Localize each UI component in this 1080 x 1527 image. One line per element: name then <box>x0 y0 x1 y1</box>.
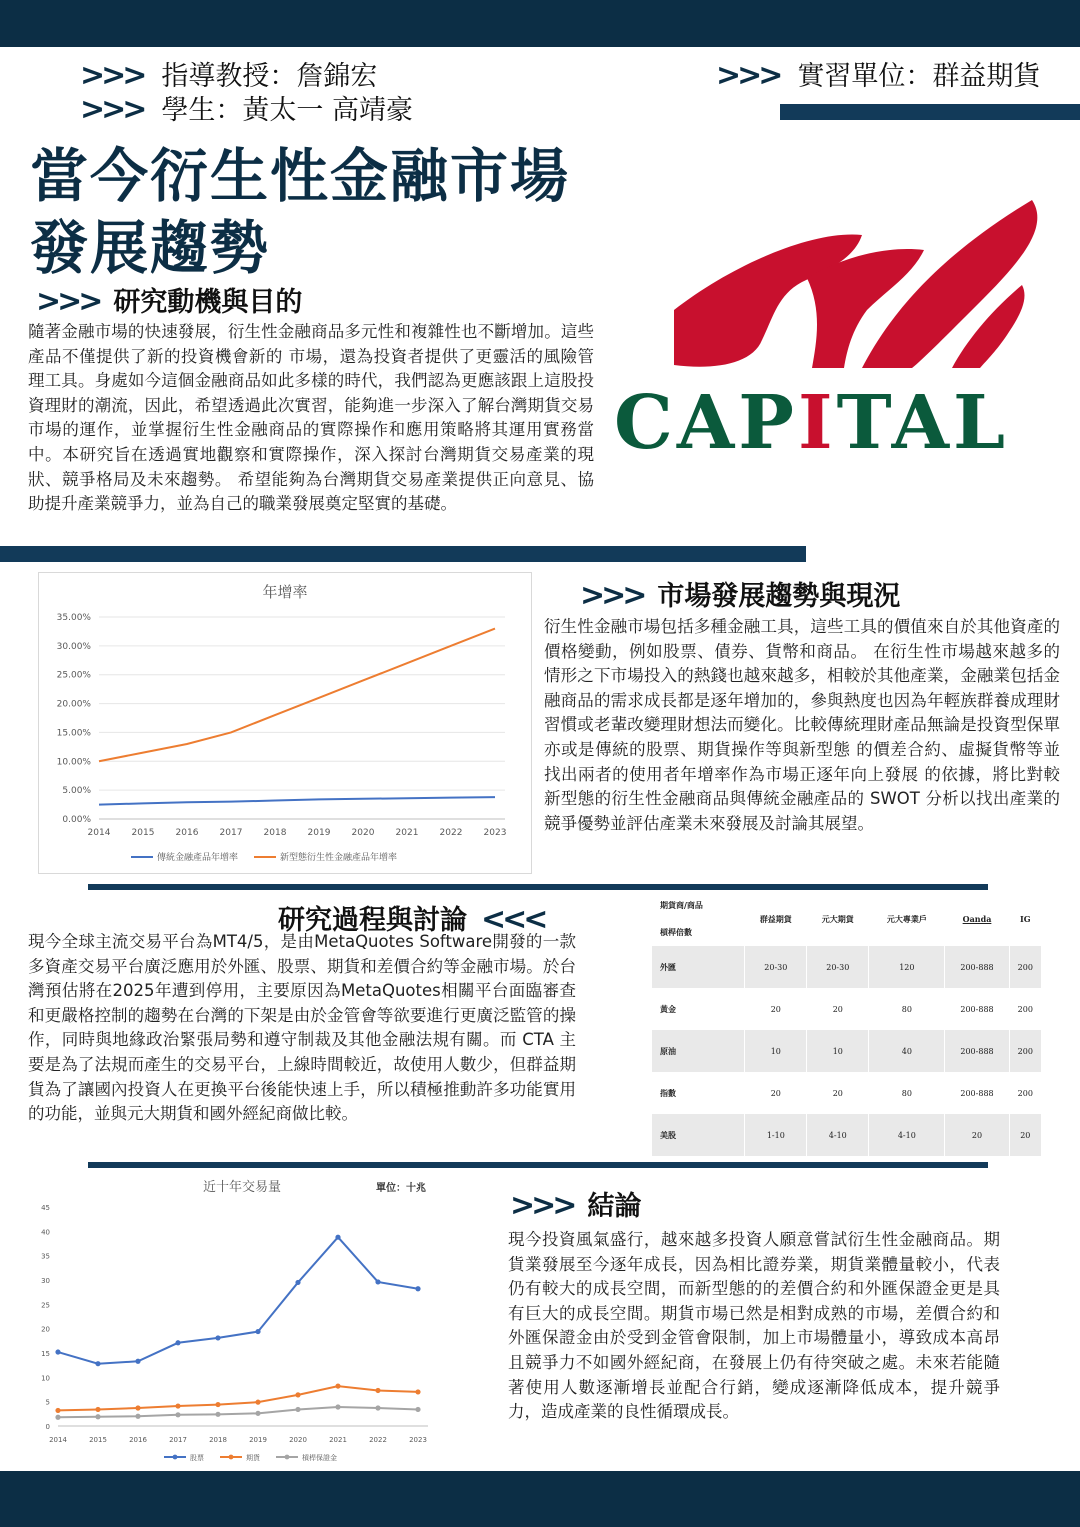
conclusion-heading: >>> 結論 <box>510 1188 642 1223</box>
x-tick-label: 2021 <box>329 1436 347 1444</box>
header-rule <box>780 104 1080 120</box>
table-row <box>652 1072 1042 1114</box>
triple-chevron-icon: >>> <box>510 1188 574 1223</box>
trading-volume-chart-svg <box>28 1175 448 1465</box>
table-cell: 200-888 <box>945 1072 1009 1114</box>
x-tick-label: 2021 <box>395 828 419 838</box>
data-point <box>375 1405 380 1410</box>
legend-marker <box>173 1455 178 1460</box>
y-tick-label: 40 <box>41 1228 50 1237</box>
table-header-sublabel: 槓桿倍數 <box>660 927 692 937</box>
y-tick-label: 10.00% <box>56 757 91 768</box>
legend-label: 股票 <box>190 1454 204 1462</box>
chart-unit-label: 單位：十兆 <box>376 1183 426 1194</box>
series-line <box>58 1237 418 1364</box>
data-point <box>55 1349 60 1354</box>
series-line <box>99 797 495 805</box>
table-cell: 10 <box>807 1030 869 1072</box>
legend-label: 槓桿保證金 <box>302 1454 337 1462</box>
table-cell: 4-10 <box>869 1114 945 1156</box>
table-row-header: 黃金 <box>652 988 745 1030</box>
section-rule-1 <box>0 546 806 562</box>
series-line <box>99 629 495 762</box>
data-point <box>95 1361 100 1366</box>
x-tick-label: 2017 <box>219 828 243 838</box>
data-point <box>175 1403 180 1408</box>
table-cell: 200-888 <box>945 1030 1009 1072</box>
triple-chevron-icon: >>> <box>80 92 144 127</box>
data-point <box>55 1408 60 1413</box>
table-row-header: 指數 <box>652 1072 745 1114</box>
legend-marker <box>285 1455 290 1460</box>
table-column-header: IG <box>1009 892 1041 946</box>
y-tick-label: 20 <box>41 1325 50 1334</box>
data-point <box>295 1407 300 1412</box>
students-line: >>> 學生：黃太一 高靖豪 <box>80 92 414 127</box>
x-tick-label: 2020 <box>351 828 375 838</box>
table-cell: 20 <box>745 1072 807 1114</box>
market-heading: >>> 市場發展趨勢與現況 <box>580 578 901 613</box>
table-row <box>652 988 1042 1030</box>
data-point <box>335 1235 340 1240</box>
motivation-heading: >>> 研究動機與目的 <box>36 284 303 319</box>
table-cell: 120 <box>869 946 945 988</box>
table-row-header: 原油 <box>652 1030 745 1072</box>
y-tick-label: 35 <box>41 1252 50 1261</box>
table-row <box>652 1114 1042 1156</box>
data-point <box>215 1335 220 1340</box>
table-corner-header <box>652 892 745 946</box>
table-cell: 20-30 <box>745 946 807 988</box>
table-cell: 20-30 <box>807 946 869 988</box>
table-cell: 200 <box>1009 946 1041 988</box>
y-tick-label: 10 <box>41 1374 50 1383</box>
table-cell: 80 <box>869 1072 945 1114</box>
trading-volume-chart <box>28 1175 448 1465</box>
data-point <box>295 1280 300 1285</box>
x-tick-label: 2017 <box>169 1436 187 1444</box>
data-point <box>375 1388 380 1393</box>
data-point <box>255 1329 260 1334</box>
table-cell: 20 <box>945 1114 1009 1156</box>
x-tick-label: 2018 <box>263 828 287 838</box>
table-row-header: 美股 <box>652 1114 745 1156</box>
capital-eagle-logo <box>612 190 1080 460</box>
market-body: 衍生性金融市場包括多種金融工具，這些工具的價值來自於其他資產的價格變動，例如股票、債券、貨幣和商品。 在衍生性市場越來越多的情形之下市場投入的熱錢也越來越多，相較於其他產業，金融業包括金融商品的需求成長都是逐年增加的，參與熱度也因為年輕族群養成理財習慣或老輩改變理財想法而變化。比較傳統理財產品無論是投資型保單亦或是傳統的股票、期貨操作等與新型態 的價差合約、虛擬貨幣等並找出兩者的使用者年增率作為市場正逐年向上發展 的依據，將比對較新型態的衍生性金融商品與傳統金融產品的 SWOT 分析以找出產業的競爭優勢並評估產業未來發展及討論其展望。 <box>544 617 1060 833</box>
table-row <box>652 946 1042 988</box>
data-point <box>255 1400 260 1405</box>
data-point <box>255 1411 260 1416</box>
y-tick-label: 5.00% <box>62 786 91 797</box>
data-point <box>135 1405 140 1410</box>
y-tick-label: 15.00% <box>56 728 91 739</box>
triple-chevron-icon: >>> <box>80 58 144 93</box>
chart-title: 年增率 <box>262 583 308 601</box>
data-point <box>335 1383 340 1388</box>
leverage-table <box>652 892 1042 1156</box>
growth-rate-chart <box>38 572 532 874</box>
data-point <box>415 1286 420 1291</box>
x-tick-label: 2018 <box>209 1436 227 1444</box>
table-cell: 200-888 <box>945 988 1009 1030</box>
y-tick-label: 0.00% <box>62 815 91 825</box>
data-point <box>95 1407 100 1412</box>
table-cell: 10 <box>745 1030 807 1072</box>
y-tick-label: 45 <box>41 1204 50 1212</box>
x-tick-label: 2023 <box>483 828 507 838</box>
bottom-band <box>0 1471 1080 1527</box>
process-body: 現今全球主流交易平台為MT4/5，是由MetaQuotes Software開發的一款多資產交易平台廣泛應用於外匯、股票、期貨和差價合約等金融市場。於台灣預估將在2025年遭到停用，主要原因為MetaQuotes相關平台面臨審查和更嚴格控制的趨勢在台灣的下架是由於金管會等欲要進行更廣泛監管的操作，同時與地緣政治緊張局勢和遵守制裁及其他金融法規有關。而 CTA 主要是為了法規而產生的交易平台，上線時間較近，故使用人數少，但群益期貨為了讓國內投資人在更換平台後能快速上手，所以積極推動許多功能實用的功能，並與元大期貨和國外經紀商做比較。 <box>28 932 576 1124</box>
process-heading: 研究過程與討論 <<< <box>278 902 545 937</box>
conclusion-body: 現今投資風氣盛行，越來越多投資人願意嘗試衍生性金融商品。期貨業發展至今逐年成長，因為相比證券業，期貨業體量較小，代表仍有較大的成長空間，而新型態的的差價合約和外匯保證金更是具有巨大的成長空間。期貨市場已然是相對成熟的市場，差價合約和外匯保證金由於受到金管會限制，加上市場體量小，導致成本高昂且競爭力不如國外經紀商，在發展上仍有待突破之處。未來若能隨著使用人數逐漸增長並配合行銷，變成逐漸降低成本，提升競爭力，造成產業的良性循環成長。 <box>508 1230 1000 1422</box>
x-tick-label: 2014 <box>87 828 111 838</box>
y-tick-label: 25.00% <box>56 670 91 681</box>
table-column-header: 元大期貨 <box>807 892 869 946</box>
data-point <box>175 1412 180 1417</box>
table-column-header: 群益期貨 <box>745 892 807 946</box>
y-tick-label: 20.00% <box>56 699 91 710</box>
motivation-body: 隨著金融市場的快速發展，衍生性金融商品多元性和複雜性也不斷增加。這些產品不僅提供了新的投資機會新的 市場，還為投資者提供了更靈活的風險管理工具。身處如今這個金融商品如此多樣的時代，我們認為更應該跟上這股投資理財的潮流，因此，希望透過此次實習，能夠進一步深入了解台灣期貨交易市場的運作，並掌握衍生性金融商品的實際操作和應用策略將其運用實務當中。本研究旨在透過實地觀察和實際操作，深入探討台灣期貨交易產業的現狀、競爭格局及未來趨勢。 希望能夠為台灣期貨交易產業提供正向意見、協助提升產業競爭力，並為自己的職業發展奠定堅實的基礎。 <box>28 322 594 514</box>
table-cell: 200 <box>1009 988 1041 1030</box>
x-tick-label: 2022 <box>439 828 463 838</box>
data-point <box>415 1407 420 1412</box>
data-point <box>415 1389 420 1394</box>
capital-logo <box>612 190 1080 460</box>
x-tick-label: 2020 <box>289 1436 307 1444</box>
table-column-header: 元大專業戶 <box>869 892 945 946</box>
y-tick-label: 15 <box>41 1350 50 1358</box>
legend-label: 新型態衍生性金融產品年增率 <box>280 853 398 863</box>
table-cell: 1-10 <box>745 1114 807 1156</box>
svg-text:CAPITAL: CAPITAL <box>614 380 1010 460</box>
data-point <box>375 1279 380 1284</box>
x-tick-label: 2016 <box>175 828 199 838</box>
page-title: 當今衍生性金融市場 發展趨勢 <box>30 142 571 282</box>
x-tick-label: 2023 <box>409 1436 427 1444</box>
data-point <box>135 1359 140 1364</box>
table-cell: 40 <box>869 1030 945 1072</box>
y-tick-label: 5 <box>45 1398 50 1407</box>
y-tick-label: 30 <box>41 1277 50 1285</box>
table-cell: 20 <box>807 1072 869 1114</box>
advisor-line: >>> 指導教授：詹錦宏 <box>80 58 378 93</box>
section-rule-2 <box>88 884 988 890</box>
x-tick-label: 2014 <box>49 1436 67 1444</box>
top-band <box>0 0 1080 47</box>
table-row-header: 外匯 <box>652 946 745 988</box>
table-column-header: Oanda <box>945 892 1009 946</box>
growth-rate-chart-svg <box>39 573 531 873</box>
y-tick-label: 0 <box>45 1423 50 1431</box>
legend-label: 期貨 <box>246 1454 260 1462</box>
section-rule-3 <box>88 1162 988 1168</box>
triple-chevron-icon: >>> <box>716 58 780 93</box>
legend-marker <box>229 1455 234 1460</box>
y-tick-label: 25 <box>41 1301 50 1310</box>
y-tick-label: 35.00% <box>56 613 91 623</box>
data-point <box>335 1404 340 1409</box>
data-point <box>295 1392 300 1397</box>
table-cell: 20 <box>1009 1114 1041 1156</box>
table-cell: 200-888 <box>945 946 1009 988</box>
unit-line: >>> 實習單位：群益期貨 <box>716 58 1041 93</box>
data-point <box>215 1402 220 1407</box>
table-cell: 4-10 <box>807 1114 869 1156</box>
x-tick-label: 2019 <box>249 1436 267 1444</box>
x-tick-label: 2015 <box>131 828 155 838</box>
data-point <box>175 1340 180 1345</box>
data-point <box>95 1414 100 1419</box>
table-cell: 20 <box>807 988 869 1030</box>
table-cell: 200 <box>1009 1072 1041 1114</box>
data-point <box>215 1412 220 1417</box>
table-row <box>652 1030 1042 1072</box>
x-tick-label: 2016 <box>129 1436 147 1444</box>
table-cell: 80 <box>869 988 945 1030</box>
x-tick-label: 2015 <box>89 1436 107 1444</box>
triple-chevron-left-icon: <<< <box>481 902 545 937</box>
data-point <box>55 1415 60 1420</box>
x-tick-label: 2019 <box>307 828 331 838</box>
x-tick-label: 2022 <box>369 1436 387 1444</box>
y-tick-label: 30.00% <box>56 641 91 652</box>
data-point <box>135 1414 140 1419</box>
leverage-table-grid <box>652 892 1042 1156</box>
legend-label: 傳統金融產品年增率 <box>157 853 239 863</box>
table-cell: 200 <box>1009 1030 1041 1072</box>
table-cell: 20 <box>745 988 807 1030</box>
triple-chevron-icon: >>> <box>580 578 644 613</box>
triple-chevron-icon: >>> <box>36 284 100 319</box>
chart-title: 近十年交易量 <box>202 1180 282 1195</box>
table-header-label: 期貨商/商品 <box>660 900 703 910</box>
